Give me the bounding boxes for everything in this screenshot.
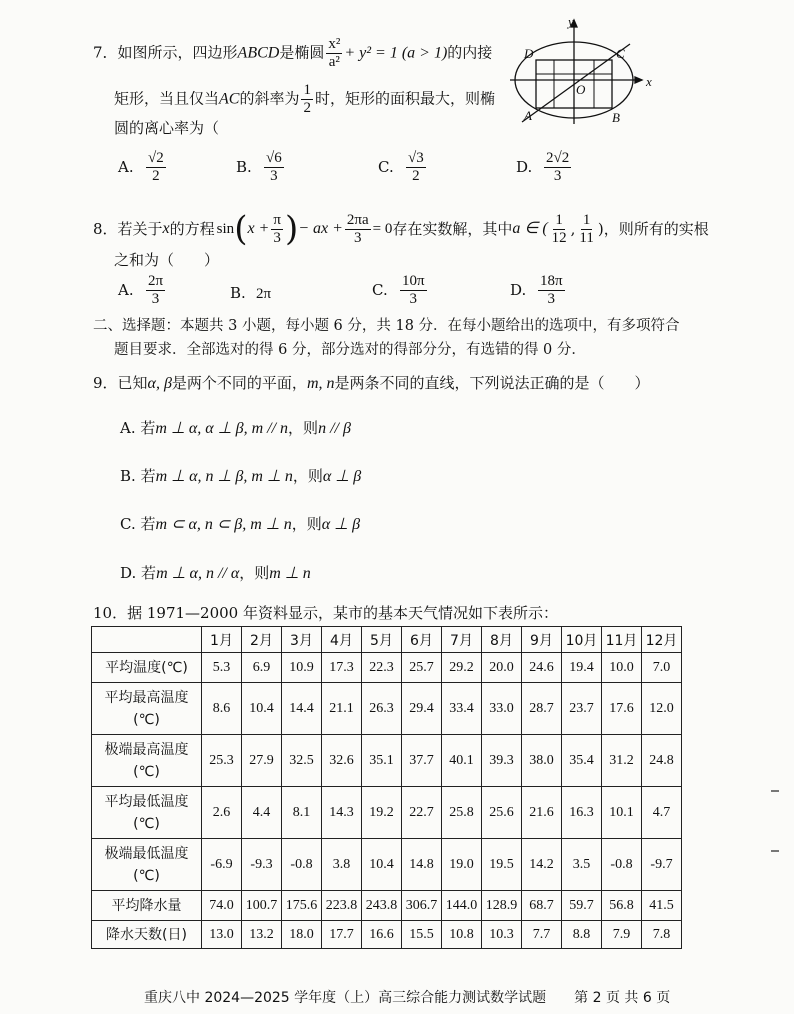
table-cell: 29.4 [402, 683, 442, 735]
frac-den: 3 [547, 291, 556, 307]
frac-den: 3 [553, 168, 562, 184]
frac-num: √6 [266, 150, 282, 166]
q7-slope-frac [301, 82, 313, 117]
table-cell: 32.5 [282, 735, 322, 787]
table-cell: 31.2 [602, 735, 642, 787]
table-cell: -0.8 [602, 839, 642, 891]
table-cell: 243.8 [362, 891, 402, 921]
option-letter: B. [230, 284, 246, 302]
table-header-month: 8月 [482, 627, 522, 653]
q8-text: 的方程 [169, 220, 215, 238]
q7-option-a [118, 150, 168, 185]
frac-den: 3 [409, 291, 418, 307]
q9-lines: m, n [306, 375, 335, 392]
table-cell: 17.6 [602, 683, 642, 735]
option-letter: C. [120, 515, 136, 533]
table-cell: 33.4 [442, 683, 482, 735]
option-math: m ⊂ α, n ⊂ β, m ⊥ n [155, 516, 292, 533]
table-cell: 8.6 [202, 683, 242, 735]
table-cell: 14.3 [322, 787, 362, 839]
table-row-label [92, 839, 202, 891]
table-cell: 13.0 [202, 921, 242, 949]
q9-text: 9．已知 [93, 374, 148, 392]
label-a: A [524, 108, 532, 123]
table-row-label [92, 653, 202, 683]
q7-quad: ABCD [237, 44, 280, 62]
option-math: n // β [318, 420, 351, 437]
option-letter: D. [510, 280, 527, 299]
frac-num: x² [328, 36, 341, 52]
q7-line2 [114, 82, 495, 117]
table-cell: 14.4 [282, 683, 322, 735]
table-cell: 21.6 [522, 787, 562, 839]
row-label-line: 平均降水量 [111, 897, 182, 914]
table-cell: 6.9 [242, 653, 282, 683]
q8-sin: sin [216, 221, 235, 237]
option-text: 2π [256, 286, 272, 302]
q9-option-d [120, 563, 311, 584]
row-label-line: 平均温度(℃) [105, 659, 188, 676]
option-letter: D. [516, 157, 533, 176]
option-text: ，则 [291, 515, 322, 533]
option-frac [406, 150, 426, 185]
row-label-line: 平均最高温度 [104, 689, 189, 706]
table-header-month: 3月 [282, 627, 322, 653]
table-cell: 175.6 [282, 891, 322, 921]
q9-stem [93, 373, 650, 394]
table-cell: 21.1 [322, 683, 362, 735]
table-header-month: 1月 [202, 627, 242, 653]
frac-num: 2√2 [546, 150, 570, 166]
frac-num: 2π [148, 273, 164, 289]
table-corner [92, 627, 202, 653]
frac-num: 1 [582, 211, 591, 228]
table-cell: 29.2 [442, 653, 482, 683]
frac-den: 3 [270, 168, 278, 184]
frac-num: 18π [540, 273, 563, 289]
q8-r1-frac [550, 212, 569, 247]
q7-option-c [378, 150, 428, 185]
frac-den: 3 [354, 229, 362, 246]
table-cell: 8.8 [562, 921, 602, 949]
table-cell: 32.6 [322, 735, 362, 787]
table-row [92, 921, 682, 949]
table-row [92, 735, 682, 787]
label-c: C [616, 46, 625, 61]
table-cell: -9.3 [242, 839, 282, 891]
table-cell: 40.1 [442, 735, 482, 787]
table-header-month: 4月 [322, 627, 362, 653]
q8-r2-frac [577, 212, 595, 247]
table-row-label [92, 787, 202, 839]
frac-den: 3 [151, 291, 160, 307]
section2-line1: 二、选择题：本题共 3 小题，每小题 6 分，共 18 分．在每小题给出的选项中，有多项符合 [93, 318, 680, 334]
q8-pi-frac [271, 212, 283, 247]
table-cell: 24.8 [642, 735, 682, 787]
table-row-label [92, 921, 202, 949]
q8-t-frac [345, 212, 371, 247]
table-cell: 23.7 [562, 683, 602, 735]
q8-paren-close: ) [284, 209, 299, 249]
option-math: α ⊥ β [321, 516, 361, 533]
table-header-month: 11月 [602, 627, 642, 653]
q9-text: 是两条不同的直线，下列说法正确的是（ ） [334, 374, 650, 392]
option-frac [146, 273, 165, 308]
frac-den: 2 [152, 168, 160, 184]
q8-option-a [118, 273, 167, 308]
table-cell: 25.7 [402, 653, 442, 683]
option-text: ，则 [292, 467, 323, 485]
option-letter: C. [378, 157, 394, 176]
table-cell: 15.5 [402, 921, 442, 949]
table-cell: 19.4 [562, 653, 602, 683]
option-math: m ⊥ α, α ⊥ β, m // n [155, 420, 289, 437]
table-cell: 7.7 [522, 921, 562, 949]
table-header-month: 10月 [562, 627, 602, 653]
q7-eq-rest: + y² = 1 (a > 1) [344, 44, 448, 62]
option-letter: C. [372, 280, 388, 299]
q7-option-b [236, 150, 286, 185]
table-cell: 13.2 [242, 921, 282, 949]
table-cell: 16.3 [562, 787, 602, 839]
q7-eq-frac [326, 36, 342, 71]
table-header-month: 6月 [402, 627, 442, 653]
table-cell: 68.7 [522, 891, 562, 921]
margin-mark [771, 790, 779, 792]
option-frac [544, 150, 571, 185]
table-row-label [92, 735, 202, 787]
label-y: y [568, 16, 574, 29]
option-frac [538, 273, 565, 308]
section2-line2: 题目要求．全部选对的得 6 分，部分选对的得部分分，有选错的得 0 分． [114, 342, 586, 358]
option-letter: A. [120, 419, 136, 437]
weather-table [91, 626, 682, 949]
q8-close: ) [597, 220, 604, 238]
table-cell: 38.0 [522, 735, 562, 787]
table-cell: -6.9 [202, 839, 242, 891]
row-label-line: 降水天数(日) [106, 926, 187, 943]
q8-line2: 之和为（ ） [114, 251, 220, 269]
table-cell: 27.9 [242, 735, 282, 787]
table-cell: 144.0 [442, 891, 482, 921]
table-cell: 10.3 [482, 921, 522, 949]
q7-text: 7．如图所示，四边形 [93, 43, 238, 62]
row-label-line: (℃) [133, 867, 160, 884]
table-row [92, 787, 682, 839]
option-text: 若 [140, 419, 156, 437]
q7-text: 是椭圆 [279, 43, 325, 62]
table-header-month: 2月 [242, 627, 282, 653]
table-cell: 39.3 [482, 735, 522, 787]
option-math: m ⊥ α, n // α [156, 565, 240, 582]
q10-stem: 10．据 1971—2000 年资料显示，某市的基本天气情况如下表所示： [93, 604, 558, 622]
q8-option-c [372, 273, 429, 308]
table-cell: 17.3 [322, 653, 362, 683]
q7-ac: AC [219, 90, 240, 108]
table-row [92, 683, 682, 735]
q9-option-b [120, 466, 361, 487]
q9-planes: α, β [147, 375, 172, 392]
table-cell: 35.1 [362, 735, 402, 787]
table-cell: 22.7 [402, 787, 442, 839]
table-cell: 4.7 [642, 787, 682, 839]
table-cell: 223.8 [322, 891, 362, 921]
option-text: 若 [140, 515, 156, 533]
table-cell: 19.2 [362, 787, 402, 839]
option-letter: B. [120, 467, 136, 485]
table-cell: 25.6 [482, 787, 522, 839]
q8-line1 [93, 208, 709, 250]
frac-num: 10π [402, 273, 425, 289]
table-header-row [92, 627, 682, 653]
q8-text: ，则所有的实根 [603, 220, 709, 238]
q8-a-in: a ∈ ( [512, 220, 548, 237]
table-cell: 2.6 [202, 787, 242, 839]
frac-num: 2πa [346, 211, 369, 228]
frac-den: 2 [303, 100, 311, 116]
table-cell: 8.1 [282, 787, 322, 839]
q8-var-x: x [162, 220, 170, 237]
table-cell: 14.8 [402, 839, 442, 891]
option-text: ，则 [239, 564, 270, 582]
option-text: 若 [141, 564, 157, 582]
frac-num: 1 [303, 82, 311, 98]
q7-text: 时，矩形的面积最大，则椭 [314, 89, 495, 108]
table-cell: 14.2 [522, 839, 562, 891]
table-cell: 19.0 [442, 839, 482, 891]
table-cell: 41.5 [642, 891, 682, 921]
table-cell: 10.1 [602, 787, 642, 839]
option-math: m ⊥ α, n ⊥ β, m ⊥ n [155, 468, 293, 485]
option-letter: D. [120, 564, 137, 582]
table-row [92, 839, 682, 891]
table-cell: 7.0 [642, 653, 682, 683]
table-row-label [92, 683, 202, 735]
table-cell: 128.9 [482, 891, 522, 921]
q8-option-b [230, 283, 271, 304]
frac-num: √2 [148, 150, 164, 166]
frac-num: π [273, 211, 281, 228]
q8-comma: , [570, 220, 576, 238]
frac-den: 3 [273, 229, 281, 246]
q9-text: 是两个不同的平面， [171, 374, 307, 392]
table-cell: 16.6 [362, 921, 402, 949]
option-frac [146, 150, 166, 185]
table-header-month: 7月 [442, 627, 482, 653]
table-cell: 10.4 [362, 839, 402, 891]
table-header-month: 12月 [642, 627, 682, 653]
row-label-line: (℃) [133, 815, 160, 832]
option-text: ，则 [288, 419, 319, 437]
table-cell: 3.5 [562, 839, 602, 891]
q9-option-c [120, 514, 360, 535]
row-label-line: (℃) [133, 711, 160, 728]
table-cell: 10.9 [282, 653, 322, 683]
table-cell: 74.0 [202, 891, 242, 921]
table-cell: -0.8 [282, 839, 322, 891]
option-text: 若 [140, 467, 156, 485]
option-letter: A. [118, 280, 134, 299]
table-cell: 306.7 [402, 891, 442, 921]
table-header-month: 5月 [362, 627, 402, 653]
label-o: O [576, 82, 586, 97]
q7-text: 的内接 [447, 43, 493, 62]
table-cell: 4.4 [242, 787, 282, 839]
table-row-label [92, 891, 202, 921]
table-row [92, 653, 682, 683]
table-cell: 56.8 [602, 891, 642, 921]
table-cell: 25.3 [202, 735, 242, 787]
label-x: x [646, 74, 652, 89]
option-math: m ⊥ n [269, 565, 311, 582]
table-cell: 100.7 [242, 891, 282, 921]
option-frac [400, 273, 427, 308]
frac-den: 2 [412, 168, 420, 184]
table-row [92, 891, 682, 921]
table-cell: 59.7 [562, 891, 602, 921]
table-cell: 3.8 [322, 839, 362, 891]
q8-mid: − ax + [298, 220, 343, 237]
table-cell: 10.8 [442, 921, 482, 949]
table-cell: -9.7 [642, 839, 682, 891]
frac-num: 1 [555, 211, 563, 228]
option-math: α ⊥ β [322, 468, 362, 485]
table-cell: 25.8 [442, 787, 482, 839]
frac-num: √3 [408, 150, 424, 166]
q9-option-a [120, 418, 351, 439]
table-cell: 10.4 [242, 683, 282, 735]
margin-mark [771, 850, 779, 852]
table-cell: 10.0 [602, 653, 642, 683]
table-cell: 28.7 [522, 683, 562, 735]
q7-line1 [93, 36, 492, 71]
q8-eq0: = 0 [372, 221, 393, 237]
table-cell: 22.3 [362, 653, 402, 683]
q8-x-plus: x + [247, 220, 270, 237]
row-label-line: (℃) [133, 763, 160, 780]
table-cell: 20.0 [482, 653, 522, 683]
option-letter: B. [236, 157, 252, 176]
table-header-month: 9月 [522, 627, 562, 653]
table-cell: 35.4 [562, 735, 602, 787]
table-cell: 12.0 [642, 683, 682, 735]
table-cell: 33.0 [482, 683, 522, 735]
q8-text: 存在实数解，其中 [392, 220, 513, 238]
q8-text: 8．若关于 [93, 220, 163, 238]
table-cell: 5.3 [202, 653, 242, 683]
frac-den: 12 [551, 229, 567, 246]
q7-ellipse-figure [508, 16, 658, 134]
table-cell: 7.9 [602, 921, 642, 949]
table-cell: 37.7 [402, 735, 442, 787]
frac-den: a² [328, 54, 340, 70]
q7-text: 的斜率为 [239, 89, 300, 108]
q8-paren-open: ( [234, 209, 248, 249]
q7-text: 矩形，当且仅当 [114, 89, 220, 108]
q7-option-d [516, 150, 573, 185]
row-label-line: 平均最低温度 [104, 793, 189, 810]
label-b: B [612, 110, 620, 125]
table-cell: 17.7 [322, 921, 362, 949]
option-letter: A. [118, 157, 134, 176]
table-cell: 18.0 [282, 921, 322, 949]
q7-line3: 圆的离心率为（ [114, 119, 220, 137]
label-d: D [524, 46, 534, 61]
table-cell: 7.8 [642, 921, 682, 949]
table-cell: 19.5 [482, 839, 522, 891]
option-frac [264, 150, 284, 185]
row-label-line: 极端最低温度 [104, 845, 189, 862]
table-cell: 24.6 [522, 653, 562, 683]
table-cell: 26.3 [362, 683, 402, 735]
q8-option-d [510, 273, 567, 308]
weather-table-body [92, 627, 682, 949]
row-label-line: 极端最高温度 [104, 741, 189, 758]
x-axis-arrow-icon [635, 77, 642, 83]
frac-den: 11 [579, 229, 594, 246]
page-footer: 重庆八中 2024—2025 学年度（上）高三综合能力测试数学试题 第 2 页 共 6 页 [144, 990, 671, 1006]
